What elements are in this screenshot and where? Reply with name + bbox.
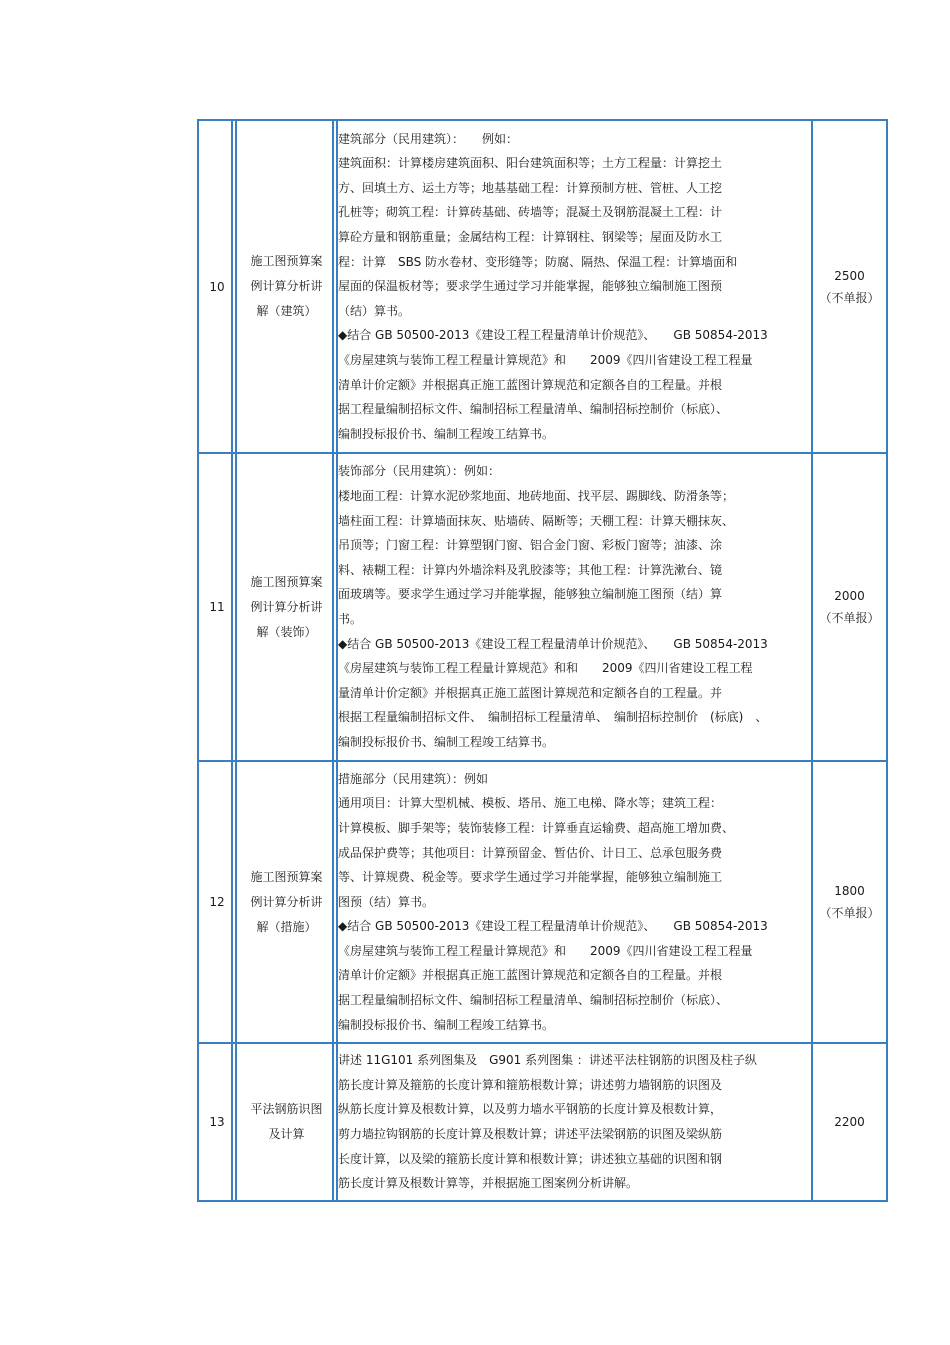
description-line: 方、回填土方、运土方等；地基基础工程：计算预制方桩、管桩、人工挖 [338, 180, 723, 195]
description-line: 根据工程量编制招标文件、 编制招标工程量清单、 编制招标控制价 (标底) 、 [338, 710, 768, 725]
description-line: 《房屋建筑与装饰工程工程量计算规范》和和 2009《四川省建设工程工程 [338, 661, 753, 676]
description-line: 孔桩等；砌筑工程：计算砖基础、砖墙等；混凝土及钢筋混凝土工程：计 [338, 205, 723, 220]
description-line: ◆结合 GB 50500-2013《建设工程工程量清单计价规范》、 GB 50854-2013 [338, 636, 768, 651]
course-table [197, 119, 888, 1202]
description-line: 量清单计价定额》并根据真正施工蓝图计算规范和定额各自的工程量。并 [338, 685, 723, 700]
description-line: 筋长度计算及根数计算等，并根据施工图案例分析讲解。 [338, 1176, 639, 1191]
course-title-line: 例计算分析讲 [250, 279, 323, 293]
course-title [236, 120, 337, 453]
description-line: 编制投标报价书、编制工程竣工结算书。 [338, 1017, 555, 1032]
course-price [812, 120, 887, 453]
course-description [337, 120, 812, 453]
course-description [337, 1043, 812, 1201]
course-title-line: 解（装饰） [256, 624, 317, 639]
description-line: 筋长度计算及箍筋的长度计算和箍筋根数计算；讲述剪力墙钢筋的识图及 [338, 1077, 723, 1092]
description-line: 吊顶等；门窗工程：计算塑钢门窗、铝合金门窗、彩板门窗等；油漆、涂 [338, 538, 723, 553]
course-description [337, 761, 812, 1043]
description-line: 装饰部分（民用建筑）：例如： [338, 464, 501, 479]
description-line: 建筑面积：计算楼房建筑面积、阳台建筑面积等；土方工程量：计算挖土 [338, 156, 723, 171]
course-title-line: 解（措施） [256, 919, 317, 934]
description-line: 剪力墙拉钩钢筋的长度计算及根数计算；讲述平法梁钢筋的识图及梁纵筋 [338, 1127, 723, 1141]
course-title [236, 761, 337, 1043]
price-value: 2000 [834, 589, 865, 603]
course-title-line: 解（建筑） [256, 304, 317, 318]
description-line: 《房屋建筑与装饰工程工程量计算规范》和 2009《四川省建设工程工程量 [338, 943, 753, 958]
description-line: 屋面的保温板材等；要求学生通过学习并能掌握，能够独立编制施工图预 [338, 279, 723, 294]
price-value: 2200 [834, 1115, 865, 1129]
table-row [198, 120, 887, 453]
table-row [198, 1043, 887, 1201]
description-line: ◆结合 GB 50500-2013《建设工程工程量清单计价规范》、 GB 50854-2013 [338, 328, 768, 343]
description-line: 讲述 11G101 系列图集及 G901 系列图集 ：讲述平法柱钢筋的识图及柱子纵 [338, 1053, 757, 1068]
course-table-body [198, 120, 887, 1201]
table-row [198, 761, 887, 1043]
course-price [812, 453, 887, 761]
course-price [812, 1043, 887, 1201]
description-line: 清单计价定额》并根据真正施工蓝图计算规范和定额各自的工程量。并根 [338, 377, 723, 392]
course-title-line: 及计算 [268, 1127, 305, 1141]
price-value: 1800 [834, 884, 865, 898]
description-line: 图预（结）算书。 [338, 894, 435, 909]
course-title-line: 施工图预算案 [250, 869, 323, 884]
description-line: 墙柱面工程：计算墙面抹灰、贴墙砖、隔断等；天棚工程：计算天棚抹灰、 [338, 513, 735, 528]
description-line: 《房屋建筑与装饰工程工程量计算规范》和 2009《四川省建设工程工程量 [338, 352, 753, 367]
description-line: 编制投标报价书、编制工程竣工结算书。 [338, 426, 555, 441]
description-line: 纵筋长度计算及根数计算，以及剪力墙水平钢筋的长度计算及根数计算， [338, 1102, 723, 1117]
description-line: 等、计算规费、税金等。要求学生通过学习并能掌握，能够独立编制施工 [338, 870, 723, 885]
course-title-line: 例计算分析讲 [250, 894, 323, 909]
description-line: 成品保护费等；其他项目：计算预留金、暂估价、计日工、总承包服务费 [338, 845, 723, 860]
course-title-line: 施工图预算案 [250, 574, 323, 589]
description-line: 据工程量编制招标文件、编制招标工程量清单、编制招标控制价（标底）、 [338, 993, 729, 1008]
description-line: 编制投标报价书、编制工程竣工结算书。 [338, 734, 555, 749]
description-line: 面玻璃等。要求学生通过学习并能掌握，能够独立编制施工图预（结）算 [338, 587, 723, 602]
description-line: 建筑部分（民用建筑）： 例如： [338, 131, 519, 146]
table-row [198, 453, 887, 761]
description-line: 据工程量编制招标文件、编制招标工程量清单、编制招标控制价（标底）、 [338, 402, 729, 417]
row-number: 13 [198, 1043, 236, 1201]
course-title-line: 平法钢筋识图 [250, 1102, 323, 1116]
course-price [812, 761, 887, 1043]
description-line: 书。 [338, 612, 363, 626]
description-line: ◆结合 GB 50500-2013《建设工程工程量清单计价规范》、 GB 50854-2013 [338, 919, 768, 934]
course-title [236, 453, 337, 761]
description-line: 计算模板、脚手架等；装饰装修工程：计算垂直运输费、超高施工增加费、 [338, 820, 735, 835]
course-title-line: 例计算分析讲 [250, 599, 323, 614]
description-line: 算砼方量和钢筋重量；金属结构工程：计算钢柱、钢梁等；屋面及防水工 [338, 230, 723, 245]
description-line: 长度计算，以及梁的箍筋长度计算和根数计算；讲述独立基础的识图和钢 [338, 1151, 723, 1166]
description-line: 清单计价定额》并根据真正施工蓝图计算规范和定额各自的工程量。并根 [338, 968, 723, 983]
row-number: 11 [198, 453, 236, 761]
row-number: 12 [198, 761, 236, 1043]
course-title [236, 1043, 337, 1201]
price-note: （不单报） [819, 290, 880, 305]
description-line: 程：计算 SBS 防水卷材、变形缝等；防腐、隔热、保温工程：计算墙面和 [338, 254, 738, 269]
price-value: 2500 [834, 268, 865, 283]
description-line: 楼地面工程：计算水泥砂浆地面、地砖地面、找平层、踢脚线、防滑条等； [338, 489, 735, 504]
price-note: （不单报） [819, 906, 880, 920]
description-line: （结）算书。 [338, 303, 411, 318]
description-line: 料、裱糊工程：计算内外墙涂料及乳胶漆等；其他工程：计算洗漱台、镜 [338, 562, 723, 577]
description-line: 措施部分（民用建筑）：例如 [338, 771, 489, 786]
row-number: 10 [198, 120, 236, 453]
price-note: （不单报） [819, 611, 880, 625]
course-title-line: 施工图预算案 [250, 254, 323, 268]
description-line: 通用项目：计算大型机械、模板、塔吊、施工电梯、降水等；建筑工程： [338, 796, 723, 811]
course-description [337, 453, 812, 761]
